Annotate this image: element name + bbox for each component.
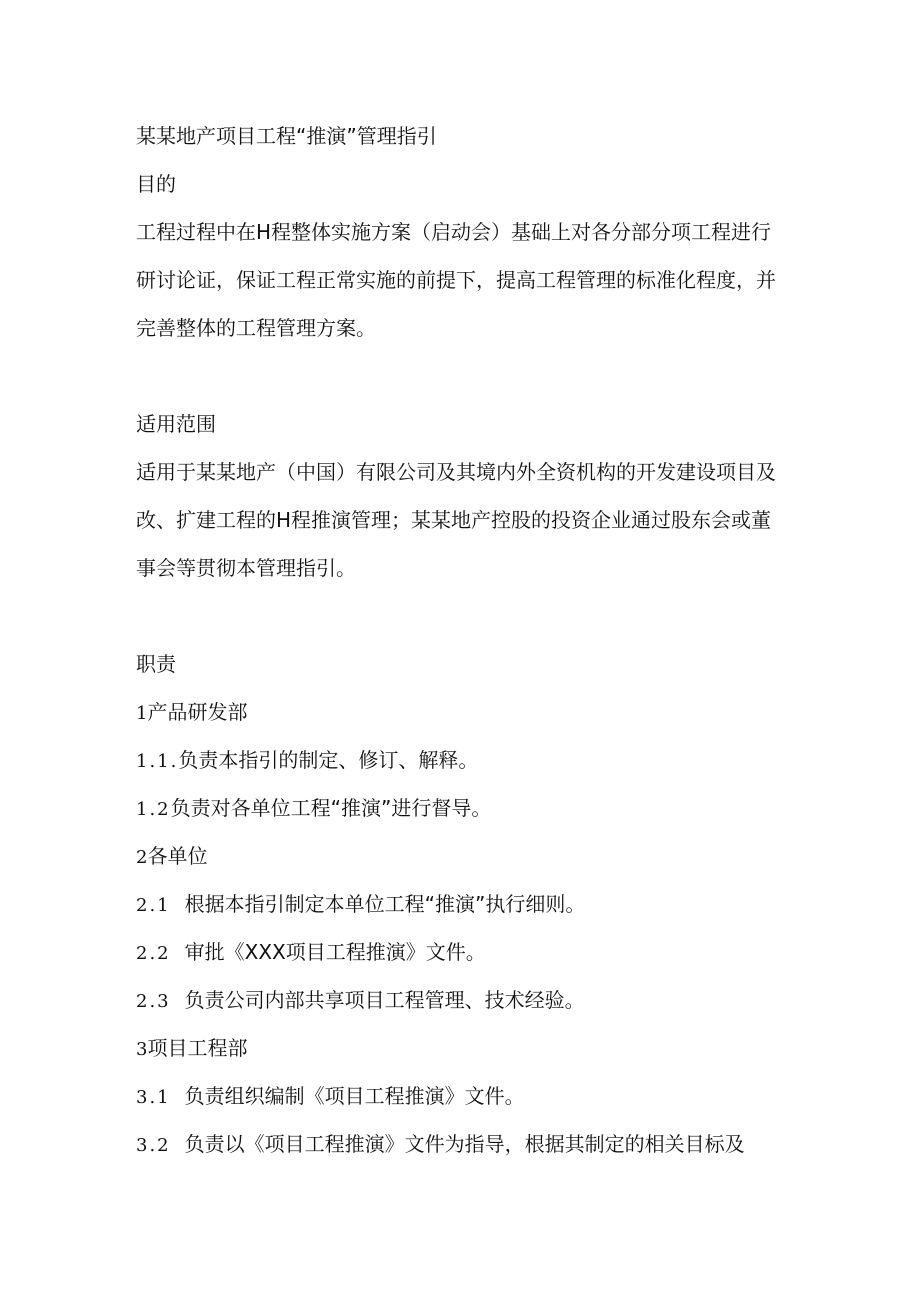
- unit-name: 各单位: [147, 844, 208, 868]
- section-heading-duties: 职责: [136, 652, 176, 676]
- paragraph-line: 工程过程中在H程整体实施方案（启动会）基础上对各分部分项工程进行: [136, 220, 772, 244]
- unit-number: 2: [136, 847, 148, 868]
- unit-name: 产品研发部: [147, 700, 248, 724]
- unit-name: 项目工程部: [147, 1036, 248, 1060]
- item-text: 负责组织编制《项目工程推演》文件。: [184, 1084, 525, 1108]
- duty-item: [136, 986, 585, 1016]
- paragraph-line: 改、扩建工程的H程推演管理；某某地产控股的投资企业通过股东会或董: [136, 508, 772, 532]
- item-number: 3.1: [136, 1087, 171, 1108]
- item-number: 2.3: [136, 991, 171, 1012]
- paragraph-line: 事会等贯彻本管理指引。: [136, 556, 356, 580]
- item-text: 负责对各单位工程“推演”进行督导。: [170, 796, 492, 820]
- item-text: 负责公司内部共享项目工程管理、技术经验。: [184, 988, 585, 1012]
- unit-heading: [136, 842, 207, 872]
- duty-item: [136, 746, 478, 776]
- item-number: 2.2: [136, 943, 171, 964]
- unit-heading: [136, 698, 247, 728]
- item-number: 1.2: [136, 799, 171, 820]
- unit-number: 1: [136, 703, 148, 724]
- paragraph-line: 研讨论证，保证工程正常实施的前提下，提高工程管理的标准化程度，并: [136, 268, 776, 292]
- duty-item: [136, 794, 491, 824]
- paragraph-line: 适用于某某地产（中国）有限公司及其境内外全资机构的开发建设项目及: [136, 460, 776, 484]
- item-text: 负责以《项目工程推演》文件为指导，根据其制定的相关目标及: [184, 1132, 745, 1156]
- duty-item: [136, 938, 486, 968]
- section-heading-purpose: 目的: [136, 172, 176, 196]
- item-text: 负责本指引的制定、修订、解释。: [178, 748, 479, 772]
- item-text: 根据本指引制定本单位工程“推演”执行细则。: [184, 892, 586, 916]
- paragraph-line: 完善整体的工程管理方案。: [136, 316, 376, 340]
- duty-item: [136, 890, 585, 920]
- section-heading-scope: 适用范围: [136, 412, 216, 436]
- duty-item: [136, 1130, 745, 1160]
- item-text: 审批《XXX项目工程推演》文件。: [184, 940, 486, 964]
- item-number: 1.1.: [136, 751, 179, 772]
- unit-heading: [136, 1034, 247, 1064]
- item-number: 2.1: [136, 895, 171, 916]
- unit-number: 3: [136, 1039, 148, 1060]
- item-number: 3.2: [136, 1135, 171, 1156]
- document-title: 某某地产项目工程“推演”管理指引: [136, 124, 437, 148]
- duty-item: [136, 1082, 525, 1112]
